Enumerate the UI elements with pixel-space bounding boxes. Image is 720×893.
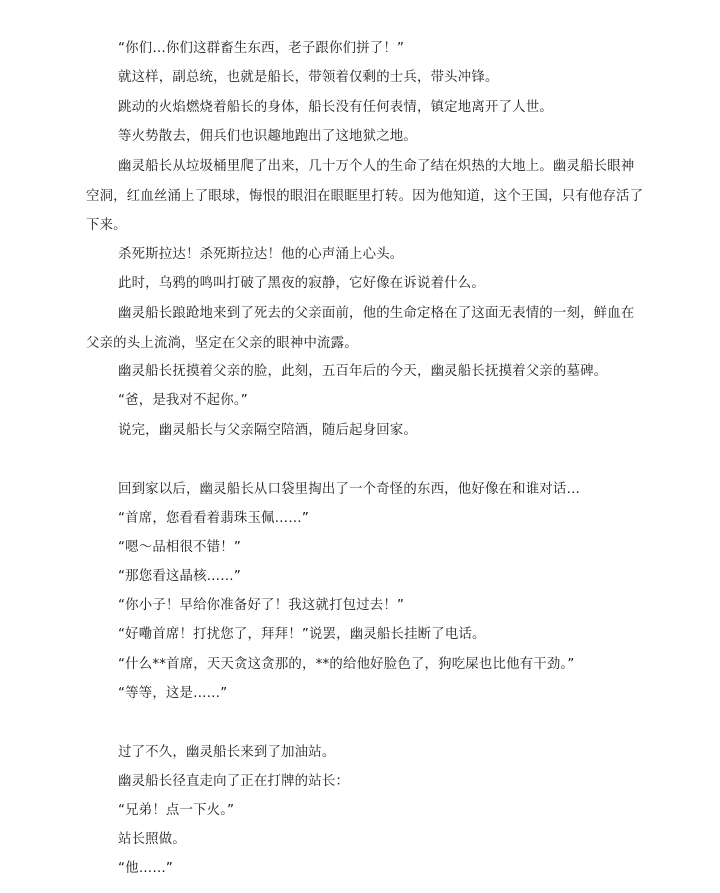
paragraph-6: 杀死斯拉达！杀死斯拉达！他的心声涌上心头。 — [118, 247, 404, 263]
paragraph-20: 过了不久，幽灵船长来到了加油站。 — [118, 745, 336, 761]
paragraph-17: “好嘞首席！打扰您了，拜拜！”说罢，幽灵船长挂断了电话。 — [118, 627, 486, 643]
paragraph-19: “等等，这是……” — [118, 686, 228, 702]
paragraph-14: “嗯～品相很不错！” — [118, 540, 241, 556]
paragraph-15: “那您看这晶核……” — [118, 569, 241, 585]
paragraph-21: 幽灵船长径直走向了正在打牌的站长： — [118, 774, 350, 790]
paragraph-5: 幽灵船长从垃圾桶里爬了出来，几十万个人的生命了结在炽热的大地上。幽灵船长眼神空洞，红血丝涌上了眼球，悔恨的眼泪在眼眶里打转。因为他知道，这个王国，只有他存活了下来。 — [86, 159, 644, 234]
paragraph-22: “兄弟！点一下火。” — [118, 803, 235, 819]
paragraph-8: 幽灵船长踉跄地来到了死去的父亲面前，他的生命定格在了这面无表情的一刻，鲜血在父亲的头上流淌，坚定在父亲的眼神中流露。 — [86, 306, 635, 351]
paragraph-18: “什么**首席，天天贪这贪那的，**的给他好脸色了，狗吃屎也比他有干劲。” — [118, 657, 575, 673]
paragraph-7: 此时，乌鸦的鸣叫打破了黑夜的寂静，它好像在诉说着什么。 — [118, 276, 485, 292]
paragraph-2: 就这样，副总统，也就是船长，带领着仅剩的士兵，带头冲锋。 — [118, 70, 499, 86]
paragraph-9: 幽灵船长抚摸着父亲的脸，此刻，五百年后的今天，幽灵船长抚摸着父亲的墓碑。 — [118, 364, 608, 380]
paragraph-4: 等火势散去，佣兵们也识趣地跑出了这地狱之地。 — [118, 129, 417, 145]
paragraph-23: 站长照做。 — [118, 832, 186, 848]
paragraph-10: “爸，是我对不起你。” — [118, 393, 248, 409]
paragraph-13: “首席，您看看着翡珠玉佩……” — [118, 511, 309, 527]
paragraph-16: “你小子！早给你准备好了！我这就打包过去！” — [118, 598, 405, 614]
paragraph-11: 说完，幽灵船长与父亲隔空陪酒，随后起身回家。 — [118, 423, 417, 439]
paragraph-24: “他……” — [118, 861, 174, 877]
paragraph-12: 回到家以后，幽灵船长从口袋里掏出了一个奇怪的东西，他好像在和谁对话… — [118, 482, 581, 498]
paragraph-3: 跳动的火焰燃烧着船长的身体，船长没有任何表情，镇定地离开了人世。 — [118, 100, 553, 116]
paragraph-1: “你们…你们这群畜生东西，老子跟你们拼了！” — [118, 41, 405, 57]
